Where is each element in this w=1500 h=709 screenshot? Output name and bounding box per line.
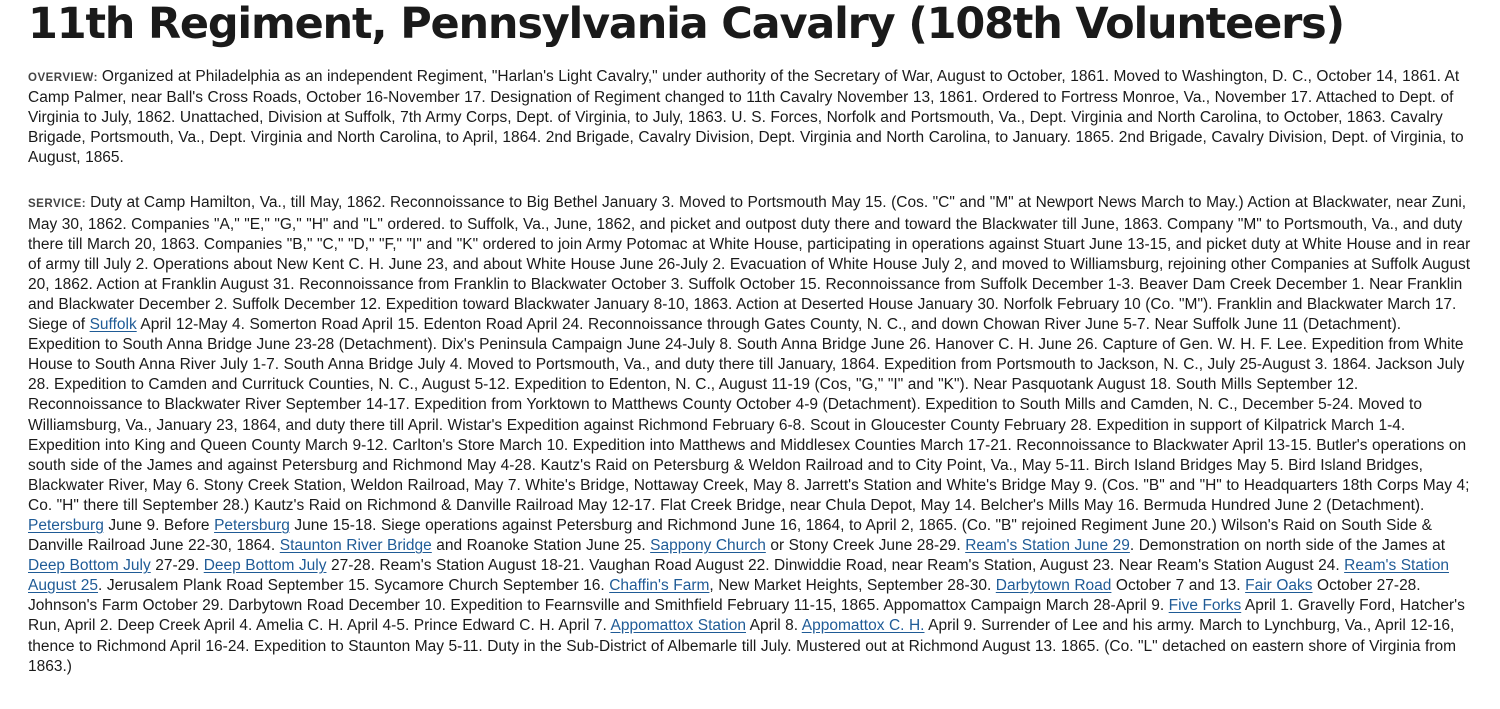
- service-text: October 27-28. Johnson's Farm October 29. Darbytown Road December 10. Expedition to Fearnsville and Smithfield February 11-15, 1865. Appomattox Campaign March 28-April 9.: [28, 577, 1421, 615]
- service-text: . Jerusalem Plank Road September 15. Sycamore Church September 16.: [98, 577, 610, 595]
- link-petersburg[interactable]: Petersburg: [28, 516, 104, 534]
- link-chaffins-farm[interactable]: Chaffin's Farm: [609, 577, 710, 595]
- link-appomattox-ch[interactable]: Appomattox C. H.: [801, 617, 925, 635]
- link-staunton-river-bridge[interactable]: Staunton River Bridge: [279, 537, 432, 555]
- link-fair-oaks[interactable]: Fair Oaks: [1245, 577, 1313, 595]
- service-text: and Roanoke Station June 25.: [431, 537, 651, 555]
- link-reams-station-august-25[interactable]: Ream's Station August 25: [28, 557, 1449, 595]
- service-text: April 9. Surrender of Lee and his army. March to Lynchburg, Va., April 12-16, thence to Richmond April 16-24. Expedition to Staunton May 5-11. Duty in the Sub-District of Albemarle till July. Mustered out at Richmond August 13. 1865. (Co. "L" detached on eastern shore of Virginia from 1863.): [28, 617, 1457, 675]
- service-text: , New Market Heights, September 28-30.: [709, 577, 996, 595]
- service-text: or Stony Creek June 28-29.: [765, 537, 966, 555]
- link-deep-bottom-july-first[interactable]: Deep Bottom July: [28, 557, 151, 575]
- link-sappony-church[interactable]: Sappony Church: [650, 537, 766, 555]
- link-darbytown-road[interactable]: Darbytown Road: [995, 577, 1112, 595]
- service-section: [28, 193, 1472, 676]
- service-text: April 8.: [746, 617, 802, 635]
- overview-text: Organized at Philadelphia as an independent Regiment, "Harlan's Light Cavalry," under authority of the Secretary of War, August to October, 1861. Moved to Washington, D. C., October 14, 1861. At Camp Palmer, near Ball's Cross Roads, October 16-November 17. Designation of Regiment changed to 11th Cavalry November 13, 1861. Ordered to Fortress Monroe, Va., November 17. Attached to Dept. of Virginia to July, 1862. Unattached, Division at Suffolk, 7th Army Corps, Dept. of Virginia, to July, 1863. U. S. Forces, Norfolk and Portsmouth, Va., Dept. Virginia and North Carolina, to October, 1863. Cavalry Brigade, Portsmouth, Va., Dept. Virginia and North Carolina, to April, 1864. 2nd Brigade, Cavalry Division, Dept. Virginia and North Carolina, to January. 1865. 2nd Brigade, Cavalry Division, Dept. of Virginia, to August, 1865.: [28, 68, 1464, 167]
- service-label: SERVICE:: [28, 198, 87, 211]
- overview-label: OVERVIEW:: [28, 72, 98, 84]
- page-title: 11th Regiment, Pennsylvania Cavalry (108th Volunteers): [28, 0, 1344, 49]
- link-reams-station-june-29[interactable]: Ream's Station June 29: [965, 537, 1130, 555]
- service-text: Duty at Camp Hamilton, Va., till May, 1862. Reconnoissance to Big Bethel January 3. Moved to Portsmouth May 15. (Cos. "C" and "M" at Newport News March to May.) Action at Blackwater, near Zuni, May 30, 1862. Companies "A," "E," "G," "H" and "L" ordered. to Suffolk, Va., June, 1862, and picket and outpost duty there and toward the Blackwater till June, 1863. Company "M" to Portsmouth, Va., and duty there till March 20, 1863. Companies "B," "C," "D," "F," "I" and "K" ordered to join Army Potomac at White House, participating in operations against Stuart June 13-15, and picket duty at White House and in rear of army till July 2. Operations about New Kent C. H. June 23, and about White House June 26-July 2. Evacuation of White House July 2, and moved to Williamsburg, rejoining other Companies at Suffolk August 20, 1862. Action at Franklin August 31. Reconnoissance from Franklin to Blackwater October 3. Suffolk October 15. Reconnoissance from Suffolk December 1-3. Beaver Dam Creek December 1. Near Franklin and Blackwater December 2. Suffolk December 12. Expedition toward Blackwater January 8-10, 1863. Action at Deserted House January 30. Norfolk February 10 (Co. "M"). Franklin and Blackwater March 17. Siege of: [28, 194, 1471, 334]
- service-text: June 15-18. Siege operations against Petersburg and Richmond June 16, 1864, to April 2, 1865. (Co. "B" rejoined Regiment June 20.) Wilson's Raid on South Side & Danville Railroad June 22-30, 1864.: [28, 516, 1432, 555]
- link-petersburg-siege[interactable]: Petersburg: [214, 516, 290, 534]
- link-suffolk[interactable]: Suffolk: [89, 316, 137, 334]
- service-text: June 9. Before: [103, 516, 215, 534]
- overview-section: [28, 67, 1472, 168]
- link-deep-bottom-july-second[interactable]: Deep Bottom July: [203, 557, 327, 575]
- service-text: April 1. Gravelly Ford, Hatcher's Run, April 2. Deep Creek April 4. Amelia C. H. April 4-5. Prince Edward C. H. April 7.: [28, 597, 1465, 635]
- service-text: April 12-May 4. Somerton Road April 15. Edenton Road April 24. Reconnoissance through Gates County, N. C., and down Chowan River June 5-7. Near Suffolk June 11 (Detachment). Expedition to South Anna Bridge June 23-28 (Detachment). Dix's Peninsula Campaign June 24-July 8. South Anna Bridge June 26. Hanover C. H. June 26. Capture of Gen. W. H. F. Lee. Expedition from White House to South Anna River July 1-7. South Anna Bridge July 4. Moved to Portsmouth, Va., and duty there till January, 1864. Expedition from Portsmouth to Jackson, N. C., July 25-August 3. 1864. Jackson July 28. Expedition to Camden and Currituck Counties, N. C., August 5-12. Expedition to Edenton, N. C., August 11-19 (Cos, "G," "I" and "K"). Near Pasquotank August 18. South Mills September 12. Reconnoissance to Blackwater River September 14-17. Expedition from Yorktown to Matthews County October 4-9 (Detachment). Expedition to South Mills and Camden, N. C., December 5-24. Moved to Williamsburg, Va., January 23, 1864, and duty there till April. Wistar's Expedition against Richmond February 6-8. Scout in Gloucester County February 28. Expedition in support of Kilpatrick March 1-4. Expedition into King and Queen County March 9-12. Carlton's Store March 10. Expedition into Matthews and Middlesex Counties March 17-21. Reconnoissance to Blackwater April 13-15. Butler's operations on south side of the James and against Petersburg and Richmond May 4-28. Kautz's Raid on Petersburg & Weldon Railroad and to City Point, Va., May 5-11. Birch Island Bridges May 5. Bird Island Bridges, Blackwater River, May 6. Stony Creek Station, Weldon Railroad, May 7. White's Bridge, Nottaway Creek, May 8. Jarrett's Station and White's Bridge May 9. (Cos. "B" and "H" to Headquarters 18th Corps May 4; Co. "H" there till September 28.) Kautz's Raid on Richmond & Danville Railroad May 12-17. Flat Creek Bridge, near Chula Depot, May 14. Belcher's Mills May 16. Bermuda Hundred June 2 (Detachment).: [28, 316, 1470, 514]
- link-appomattox-station[interactable]: Appomattox Station: [610, 617, 746, 635]
- service-text: 27-28. Ream's Station August 18-21. Vaughan Road August 22. Dinwiddie Road, near Ream's Station, August 23. Near Ream's Station August 24.: [326, 557, 1345, 575]
- link-five-forks[interactable]: Five Forks: [1168, 597, 1242, 615]
- service-text: October 7 and 13.: [1111, 577, 1246, 595]
- service-text: 27-29.: [150, 557, 204, 575]
- service-text: . Demonstration on north side of the James at: [1129, 537, 1446, 555]
